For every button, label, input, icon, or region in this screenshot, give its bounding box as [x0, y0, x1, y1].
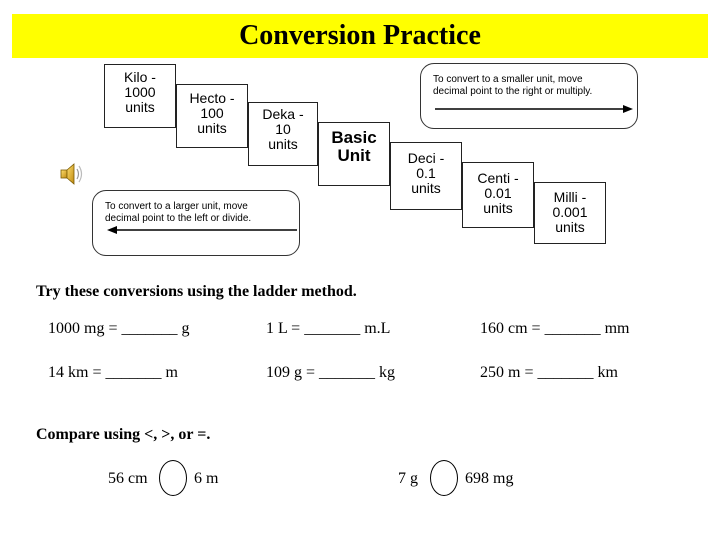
hecto-value: 100	[200, 105, 224, 121]
problem-3: 160 cm = _______ mm	[480, 320, 630, 337]
larger-unit-note	[92, 190, 300, 256]
compare-1-right: 6 m	[194, 470, 219, 487]
instructions-text: Try these conversions using the ladder method.	[36, 283, 357, 300]
problem-2: 1 L = _______ m.L	[266, 320, 391, 337]
compare-2-left: 7 g	[398, 470, 418, 487]
deka-units: units	[268, 136, 298, 152]
deci-name: Deci -	[407, 150, 445, 166]
page-title: Conversion Practice	[239, 20, 481, 51]
basic-line2: Unit	[337, 146, 371, 165]
hecto-name: Hecto -	[189, 90, 235, 106]
step-basic-unit	[318, 122, 390, 186]
basic-line1: Basic	[331, 128, 377, 147]
smaller-note-line1: To convert to a smaller unit, move	[433, 74, 583, 85]
right-arrow-icon	[435, 104, 635, 114]
compare-prompt: Compare using <, >, or =.	[36, 426, 211, 443]
centi-value: 0.01	[484, 185, 512, 201]
step-hecto	[176, 84, 248, 148]
kilo-value: 1000	[124, 84, 156, 100]
compare-2-answer-circle[interactable]	[430, 460, 458, 496]
deka-name: Deka -	[262, 106, 304, 122]
compare-1-left: 56 cm	[108, 470, 148, 487]
step-deci	[390, 142, 462, 210]
deka-value: 10	[275, 121, 291, 137]
hecto-units: units	[197, 120, 227, 136]
milli-value: 0.001	[552, 204, 588, 220]
milli-name: Milli -	[553, 189, 587, 205]
compare-2-right: 698 mg	[465, 470, 514, 487]
centi-units: units	[483, 200, 513, 216]
milli-units: units	[555, 219, 585, 235]
step-centi	[462, 162, 534, 228]
problem-6: 250 m = _______ km	[480, 364, 618, 381]
problem-4: 14 km = _______ m	[48, 364, 178, 381]
step-kilo	[104, 64, 176, 128]
problem-1: 1000 mg = _______ g	[48, 320, 190, 337]
smaller-unit-note	[420, 63, 638, 129]
deci-units: units	[411, 180, 441, 196]
kilo-units: units	[125, 99, 155, 115]
step-deka	[248, 102, 318, 166]
deci-value: 0.1	[416, 165, 436, 181]
step-milli	[534, 182, 606, 244]
kilo-name: Kilo -	[124, 69, 156, 85]
larger-note-line1: To convert to a larger unit, move	[105, 201, 248, 212]
problem-5: 109 g = _______ kg	[266, 364, 396, 381]
larger-note-line2: decimal point to the left or divide.	[105, 213, 252, 224]
compare-1-answer-circle[interactable]	[159, 460, 187, 496]
smaller-note-line2: decimal point to the right or multiply.	[433, 86, 593, 97]
title-bar	[12, 14, 708, 58]
left-arrow-icon	[107, 225, 307, 235]
centi-name: Centi -	[477, 170, 519, 186]
speaker-icon[interactable]	[58, 160, 86, 188]
